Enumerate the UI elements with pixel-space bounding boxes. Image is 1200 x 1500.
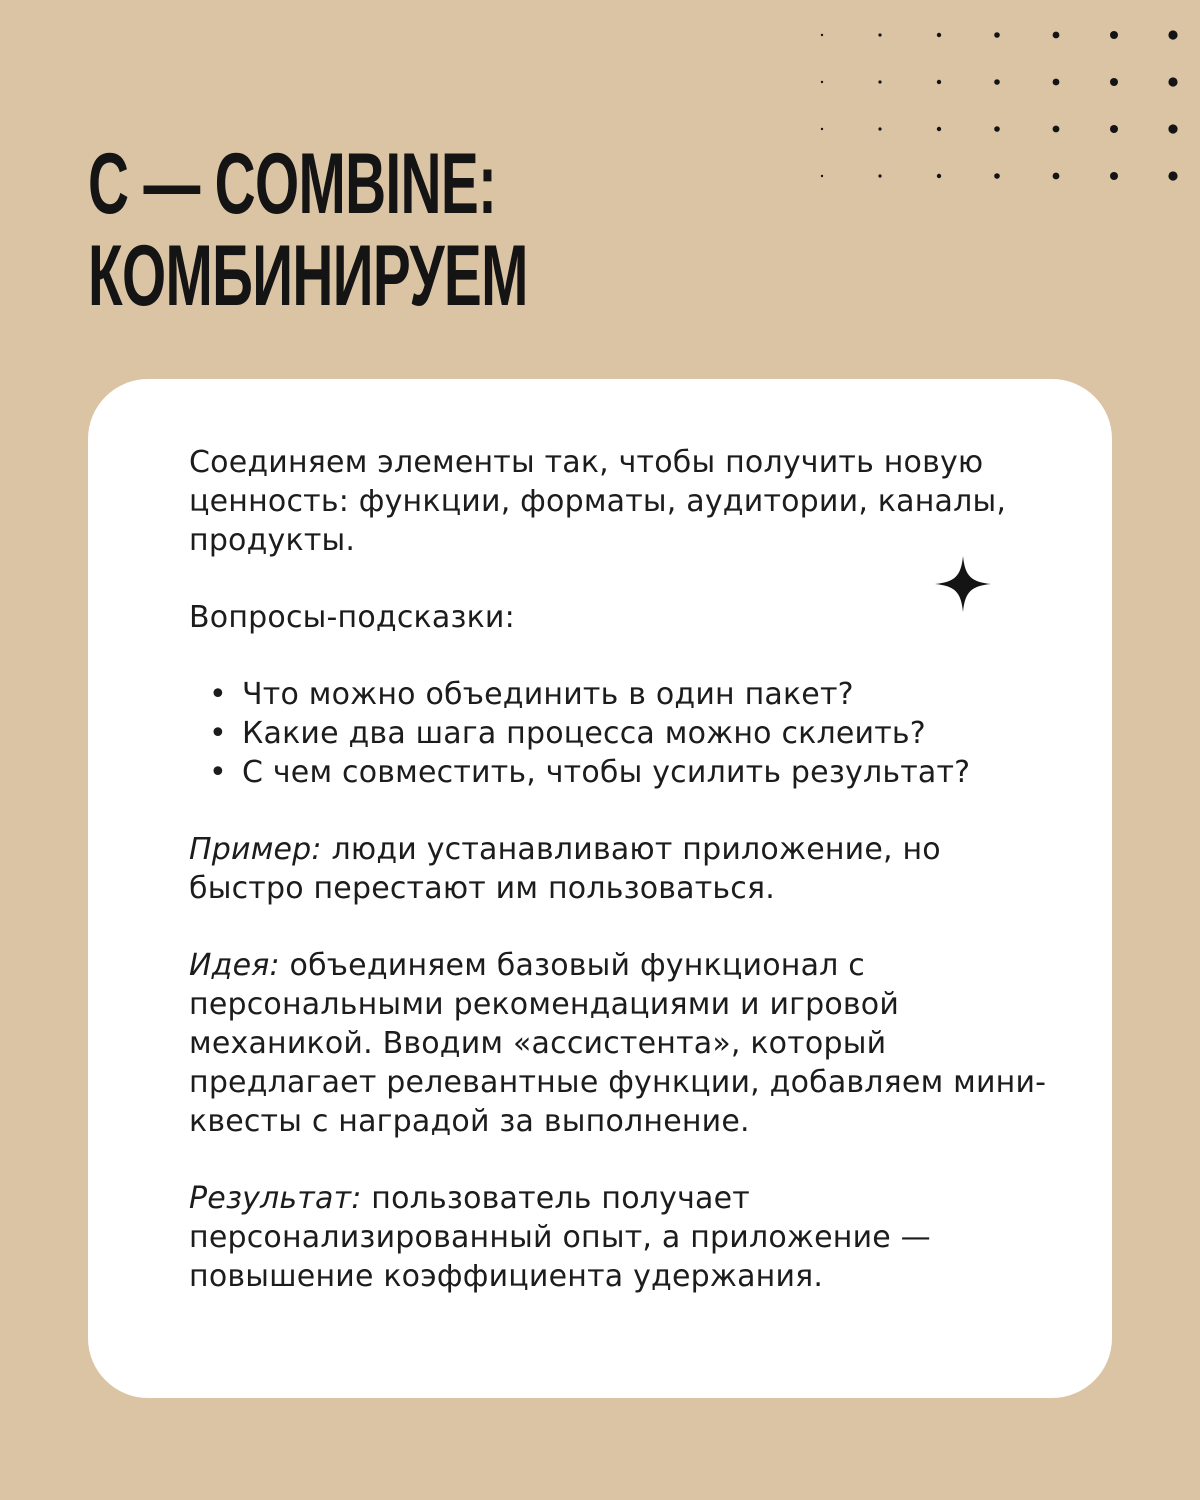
grid-dot — [1110, 78, 1118, 86]
grid-dot — [1053, 79, 1060, 86]
grid-dot — [878, 174, 881, 177]
grid-dot — [1110, 31, 1118, 39]
example-label: Пример: — [189, 832, 322, 867]
grid-dot — [1110, 125, 1118, 133]
grid-dot — [1168, 77, 1177, 86]
grid-dot — [878, 127, 881, 130]
card-content — [189, 443, 1049, 1296]
grid-dot — [878, 33, 881, 36]
example-text: люди устанавливают приложение, но быстро перестают им пользоваться. — [189, 832, 941, 906]
hint-text: Что можно объединить в один пакет? — [242, 677, 854, 712]
bullet-icon: • — [209, 677, 227, 712]
hints-label: Вопросы-подсказки: — [189, 600, 515, 635]
grid-dot — [821, 81, 823, 83]
grid-dot — [1168, 171, 1177, 180]
idea-label: Идея: — [189, 948, 280, 983]
page-title — [88, 138, 528, 322]
grid-dot — [994, 79, 1000, 85]
grid-dot — [1053, 126, 1060, 133]
grid-dot — [1053, 32, 1060, 39]
idea-paragraph — [189, 946, 1049, 1141]
hints-list — [189, 675, 1049, 792]
grid-dot — [994, 126, 1000, 132]
list-item — [189, 675, 1049, 714]
bullet-icon: • — [209, 716, 227, 751]
grid-dot — [994, 173, 1000, 179]
grid-dot — [821, 34, 823, 36]
grid-dot — [937, 174, 941, 178]
grid-dot — [937, 127, 941, 131]
bullet-icon: • — [209, 755, 227, 790]
grid-dot — [1110, 172, 1118, 180]
grid-dot — [937, 80, 941, 84]
grid-dot — [1053, 173, 1060, 180]
example-paragraph — [189, 830, 1049, 908]
grid-dot — [1168, 30, 1177, 39]
grid-dot — [821, 175, 823, 177]
hint-text: С чем совместить, чтобы усилить результат? — [242, 755, 971, 790]
title-line-2: КОМБИНИРУЕМ — [88, 228, 528, 324]
dot-grid-decoration — [800, 14, 1200, 204]
idea-text: объединяем базовый функционал с персональными рекомендациями и игровой механикой. Вводим «ассистента», который предлагает релевантные функции, добавляем мини-квесты с наградой за выполнение. — [189, 948, 1047, 1139]
result-text: пользователь получает персонализированный опыт, а приложение — повышение коэффициента удержания. — [189, 1181, 931, 1294]
grid-dot — [821, 128, 823, 130]
grid-dot — [994, 32, 1000, 38]
title-line-1: C — COMBINE: — [88, 136, 497, 232]
list-item — [189, 714, 1049, 753]
grid-dot — [1168, 124, 1177, 133]
grid-dot — [937, 33, 941, 37]
result-paragraph — [189, 1179, 1049, 1296]
intro-text: Соединяем элементы так, чтобы получить новую ценность: функции, форматы, аудитории, каналы, продукты. — [189, 445, 1007, 558]
hint-text: Какие два шага процесса можно склеить? — [242, 716, 926, 751]
list-item — [189, 753, 1049, 792]
result-label: Результат: — [189, 1181, 362, 1216]
grid-dot — [878, 80, 881, 83]
